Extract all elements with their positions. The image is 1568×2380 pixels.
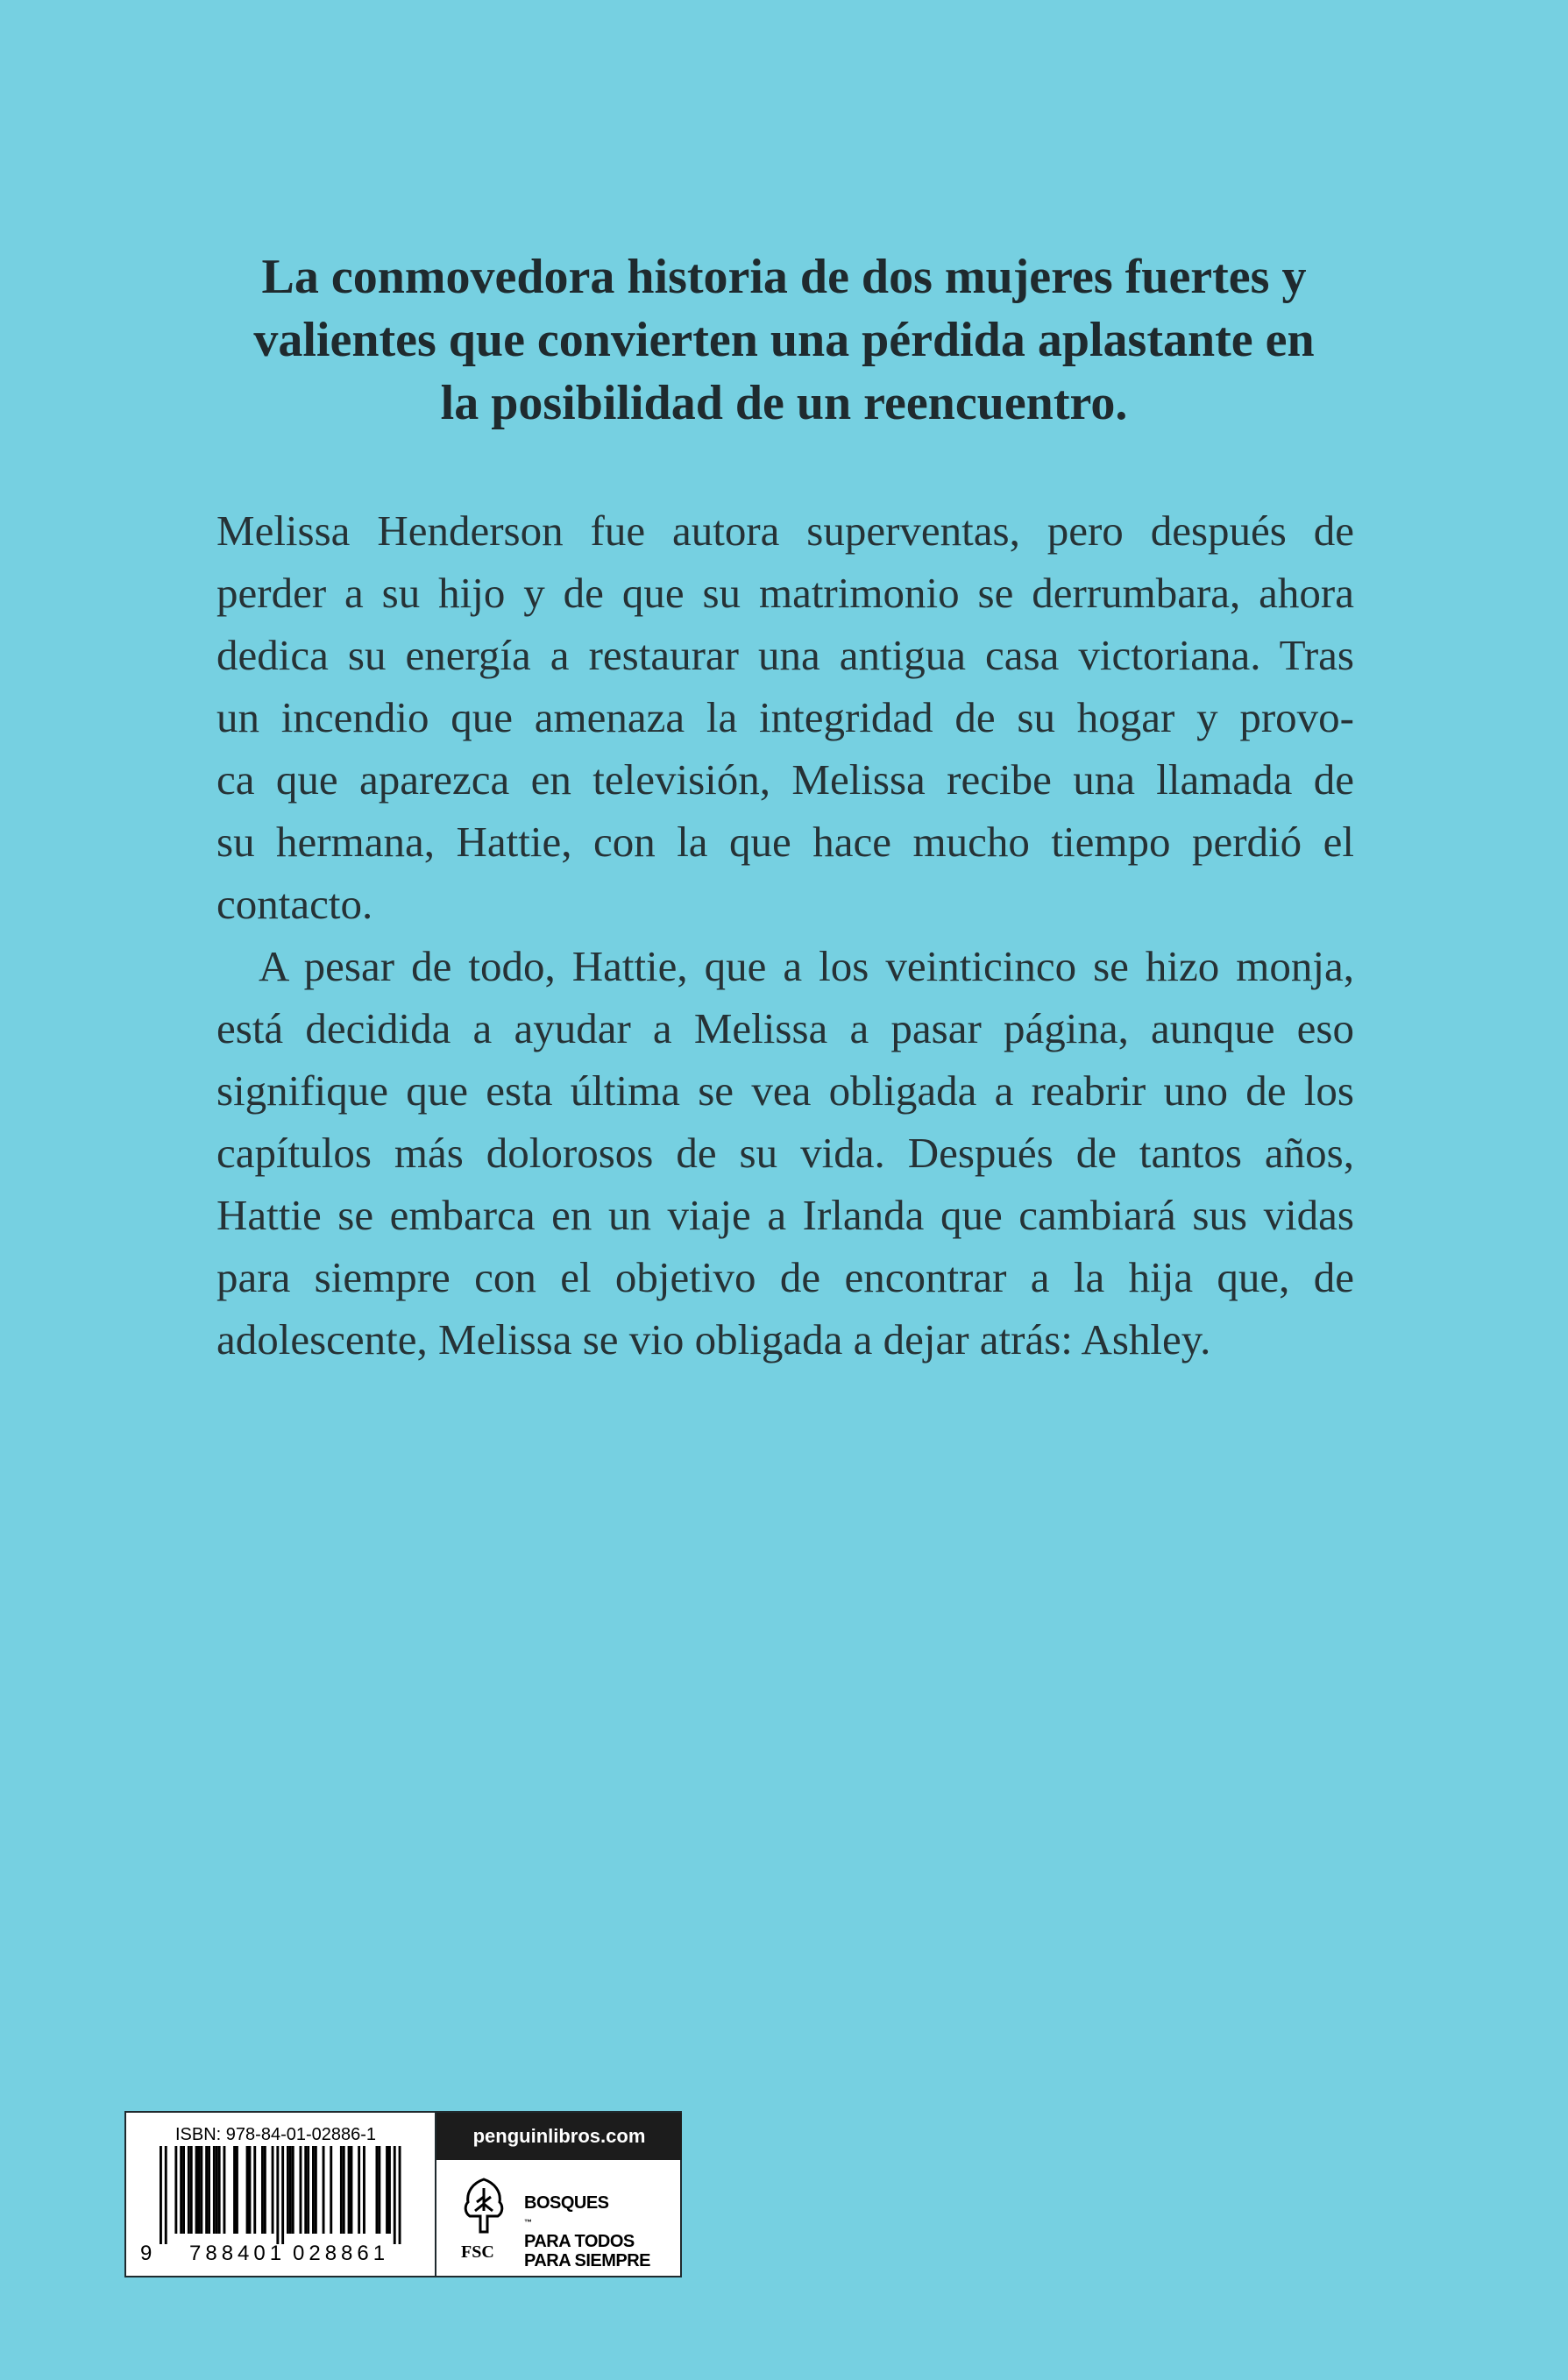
barcode-bar bbox=[388, 2146, 391, 2234]
barcode-bar bbox=[180, 2146, 182, 2234]
fsc-tree-icon bbox=[458, 2176, 510, 2241]
barcode-bar bbox=[304, 2146, 307, 2234]
barcode-bar bbox=[376, 2146, 379, 2234]
synopsis-line: ca que aparezca en televisión, Melissa recibe una llamada de bbox=[216, 755, 1354, 804]
barcode-bar bbox=[213, 2146, 216, 2234]
barcode-digits-left: 788401 bbox=[189, 2242, 287, 2265]
barcode-bar bbox=[340, 2146, 343, 2234]
barcode-bar bbox=[343, 2146, 345, 2234]
barcode-digits-right: 028861 bbox=[293, 2242, 390, 2265]
publisher-panel bbox=[435, 2113, 682, 2276]
barcode-bar bbox=[223, 2146, 226, 2234]
synopsis-line: contacto. bbox=[216, 880, 373, 928]
barcode-bar bbox=[312, 2146, 315, 2234]
barcode-bar bbox=[205, 2146, 208, 2234]
synopsis-paragraph-2 bbox=[216, 935, 1354, 1371]
barcode-bar bbox=[236, 2146, 238, 2234]
synopsis-line: un incendio que amenaza la integridad de su hogar y provo- bbox=[216, 693, 1354, 741]
barcode-bar bbox=[264, 2146, 266, 2234]
barcode-bar bbox=[200, 2146, 202, 2234]
tagline-line: valientes que convierten una pérdida aplastante en bbox=[253, 313, 1315, 367]
barcode-bar bbox=[289, 2146, 292, 2234]
barcode-panel bbox=[124, 2111, 682, 2277]
barcode-bar bbox=[300, 2146, 302, 2234]
publisher-url: penguinlibros.com bbox=[436, 2113, 682, 2160]
fsc-logo-text: FSC bbox=[461, 2242, 494, 2262]
barcode-bar bbox=[253, 2146, 256, 2234]
barcode-bar bbox=[165, 2146, 167, 2244]
synopsis-line: para siempre con el objetivo de encontrar a la hija que, de bbox=[216, 1253, 1354, 1301]
barcode-bar bbox=[281, 2146, 284, 2244]
barcode-graphic bbox=[135, 2113, 433, 2276]
isbn-barcode-area bbox=[126, 2113, 435, 2276]
barcode-bar bbox=[160, 2146, 162, 2244]
barcode-bar bbox=[246, 2146, 249, 2234]
barcode-bar bbox=[188, 2146, 190, 2234]
barcode-bar bbox=[190, 2146, 193, 2234]
barcode-bar bbox=[174, 2146, 177, 2234]
fsc-slogan-line-1: BOSQUES bbox=[524, 2193, 609, 2213]
synopsis-line: perder a su hijo y de que su matrimonio se derrumbara, ahora bbox=[216, 569, 1354, 617]
fsc-slogan-line-2: PARA TODOS bbox=[524, 2232, 635, 2251]
barcode-bar bbox=[394, 2146, 396, 2244]
synopsis-line: capítulos más dolorosos de su vida. Después de tantos años, bbox=[216, 1129, 1354, 1177]
barcode-bar bbox=[198, 2146, 201, 2234]
barcode-bar bbox=[233, 2146, 236, 2234]
barcode-bar bbox=[276, 2146, 279, 2244]
barcode-bar bbox=[348, 2146, 351, 2234]
barcode-bar bbox=[195, 2146, 198, 2234]
synopsis-line: su hermana, Hattie, con la que hace mucho tiempo perdió el bbox=[216, 818, 1354, 866]
barcode-bar bbox=[307, 2146, 309, 2234]
barcode-bar bbox=[261, 2146, 264, 2234]
barcode-bar bbox=[358, 2146, 360, 2234]
barcode-bar bbox=[287, 2146, 289, 2234]
tagline-line: la posibilidad de un reencuentro. bbox=[440, 376, 1128, 430]
barcode-bar bbox=[351, 2146, 353, 2234]
barcode-bar bbox=[363, 2146, 365, 2234]
barcode-bar bbox=[315, 2146, 317, 2234]
tagline bbox=[184, 245, 1384, 435]
synopsis bbox=[216, 499, 1354, 1371]
barcode-bar bbox=[208, 2146, 210, 2234]
barcode-bar bbox=[272, 2146, 274, 2234]
synopsis-paragraph-1 bbox=[216, 499, 1354, 935]
barcode-bar bbox=[216, 2146, 218, 2234]
barcode-bar bbox=[378, 2146, 380, 2234]
isbn-label: ISBN: 978-84-01-02886-1 bbox=[175, 2125, 377, 2144]
barcode-bar bbox=[323, 2146, 325, 2234]
synopsis-line: signifique que esta última se vea obligada a reabrir uno de los bbox=[216, 1066, 1354, 1115]
synopsis-line: está decidida a ayudar a Melissa a pasar página, aunque eso bbox=[216, 1004, 1354, 1052]
barcode-bar bbox=[386, 2146, 388, 2234]
synopsis-line: Melissa Henderson fue autora superventas, pero después de bbox=[216, 506, 1354, 555]
synopsis-line: A pesar de todo, Hattie, que a los veinticinco se hizo monja, bbox=[259, 942, 1354, 990]
barcode-digit-first: 9 bbox=[140, 2242, 153, 2265]
barcode-bar bbox=[249, 2146, 252, 2234]
fsc-slogan bbox=[524, 2193, 650, 2270]
trademark-symbol: ™ bbox=[524, 2218, 532, 2227]
synopsis-line: adolescente, Melissa se vio obligada a dejar atrás: Ashley. bbox=[216, 1315, 1211, 1364]
tagline-line: La conmovedora historia de dos mujeres fuertes y bbox=[261, 250, 1307, 304]
barcode-bar bbox=[292, 2146, 294, 2234]
barcode-bar bbox=[330, 2146, 332, 2234]
barcode-bar bbox=[218, 2146, 221, 2234]
fsc-slogan-line-3: PARA SIEMPRE bbox=[524, 2251, 651, 2270]
barcode-bar bbox=[399, 2146, 401, 2244]
synopsis-line: Hattie se embarca en un viaje a Irlanda que cambiará sus vidas bbox=[216, 1191, 1354, 1239]
synopsis-line: dedica su energía a restaurar una antigua casa victoriana. Tras bbox=[216, 631, 1354, 679]
barcode-bar bbox=[182, 2146, 185, 2234]
